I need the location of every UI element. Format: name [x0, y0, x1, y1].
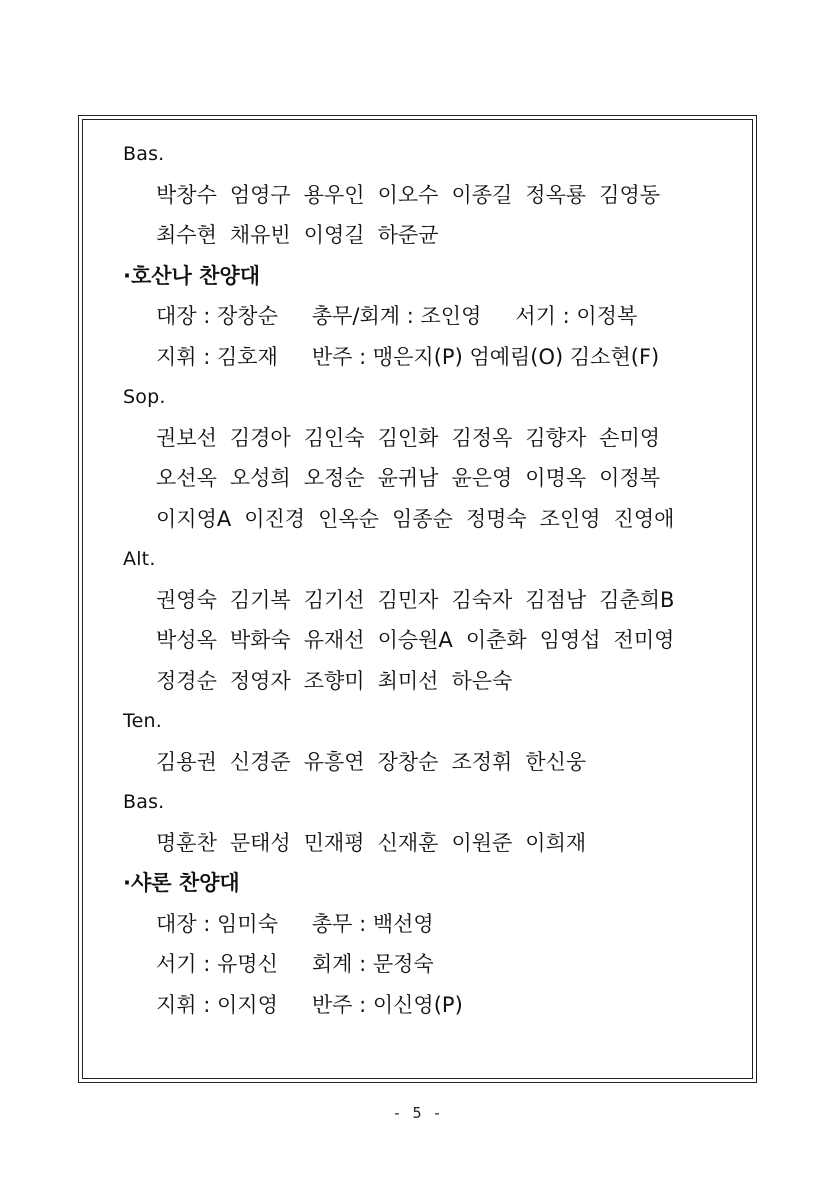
member-name: 정영자 [229, 668, 291, 693]
officer-field: 대장 : 임미숙 [156, 911, 278, 936]
member-name: 김영동 [599, 182, 661, 207]
member-name: 용우인 [303, 182, 365, 207]
officer-info-row [123, 985, 723, 1026]
member-names-row [123, 580, 723, 621]
member-name: 김향자 [525, 425, 587, 450]
officer-field: 총무/회계 : 조인영 [311, 304, 482, 328]
member-names-row [123, 742, 723, 783]
member-name: 정옥룡 [525, 182, 587, 207]
member-name: 조인영 [539, 506, 601, 531]
member-name: 김점남 [525, 587, 587, 612]
part-label: Ten. [123, 710, 162, 732]
officer-field: 대장 : 장창순 [156, 304, 278, 328]
member-name: 이진경 [244, 506, 306, 531]
member-name: 박화숙 [229, 628, 291, 652]
member-names-row [123, 175, 723, 216]
officer-info-row [123, 944, 723, 985]
member-names-row [123, 620, 723, 661]
member-name: 장창순 [377, 749, 439, 774]
member-name: 조정휘 [451, 749, 513, 774]
member-name: 이오수 [377, 182, 439, 207]
member-names-row [123, 458, 723, 499]
member-name: 신재훈 [377, 830, 439, 855]
member-name: 이종길 [451, 182, 513, 207]
member-name: 최수현 [156, 223, 217, 247]
member-name: 이원준 [451, 830, 513, 855]
member-name: 손미영 [599, 425, 661, 450]
member-name: 신경준 [229, 749, 291, 774]
member-name: 권보선 [156, 425, 217, 450]
member-names-row [123, 499, 723, 540]
officer-field: 반주 : 이신영(P) [311, 992, 463, 1017]
officer-field: 회계 : 문정숙 [311, 952, 434, 976]
member-name: 임종순 [391, 506, 453, 531]
member-name: 김인화 [377, 425, 439, 450]
member-name: 문태성 [229, 830, 291, 855]
officer-field: 서기 : 유명신 [156, 952, 278, 976]
member-name: 임영섭 [539, 628, 601, 652]
member-name: 유흥연 [303, 749, 365, 774]
member-names-row [123, 215, 723, 256]
officer-info-row [123, 296, 723, 337]
choir-heading: ·호산나 찬양대 [123, 263, 261, 288]
officer-info-row [123, 904, 723, 945]
member-name: 엄영구 [229, 182, 291, 207]
member-name: 윤귀남 [377, 466, 439, 490]
member-name: 김민자 [377, 587, 439, 612]
member-name: 민재평 [303, 830, 365, 855]
member-name: 이정복 [599, 466, 661, 490]
member-names-row [123, 418, 723, 459]
member-name: 김인숙 [303, 425, 365, 450]
member-name: 정경순 [156, 668, 217, 693]
member-name: 김숙자 [451, 587, 513, 612]
member-names-row [123, 661, 723, 702]
member-name: 김경아 [229, 425, 291, 450]
member-name: 김춘희B [599, 587, 675, 612]
member-name: 박창수 [156, 182, 217, 207]
officer-field: 총무 : 백선영 [311, 911, 434, 936]
member-name: 오선옥 [156, 466, 217, 490]
member-name: 진영애 [613, 506, 675, 531]
member-name: 박성옥 [156, 628, 217, 652]
page-number: - 5 - [392, 1104, 443, 1122]
member-name: 정명숙 [465, 506, 527, 531]
member-name: 하준균 [377, 223, 439, 247]
member-name: 김용권 [156, 749, 217, 774]
member-name: 채유빈 [229, 223, 291, 247]
officer-field: 반주 : 맹은지(P) 엄예림(O) 김소현(F) [311, 344, 660, 369]
part-label: Sop. [123, 386, 166, 408]
choir-heading: ·샤론 찬양대 [123, 871, 240, 895]
member-name: 권영숙 [156, 587, 217, 612]
member-name: 이춘화 [465, 628, 527, 652]
member-name: 이영길 [303, 223, 365, 247]
member-name: 오성희 [229, 466, 291, 490]
part-label: Bas. [123, 791, 165, 813]
member-name: 조향미 [303, 668, 365, 693]
member-names-row [123, 823, 723, 864]
member-name: 이희재 [525, 830, 587, 855]
member-name: 전미영 [613, 628, 675, 652]
member-name: 김기복 [229, 587, 291, 612]
member-name: 이승원A [377, 628, 453, 652]
member-name: 하은숙 [451, 668, 513, 693]
member-name: 한신웅 [525, 749, 587, 774]
member-name: 유재선 [303, 628, 365, 652]
member-name: 인옥순 [318, 506, 379, 531]
officer-field: 서기 : 이정복 [515, 304, 638, 328]
part-label: Bas. [123, 143, 165, 165]
member-name: 윤은영 [451, 466, 513, 490]
officer-info-row [123, 337, 723, 378]
member-name: 김기선 [303, 587, 365, 612]
member-name: 이명옥 [525, 466, 587, 490]
member-name: 이지영A [156, 506, 232, 531]
officer-field: 지휘 : 김호재 [156, 344, 278, 369]
officer-field: 지휘 : 이지영 [156, 992, 278, 1017]
member-name: 김정옥 [451, 425, 513, 450]
choir-roster [123, 134, 723, 1025]
member-name: 오정순 [303, 466, 365, 490]
member-name: 명훈찬 [156, 830, 217, 855]
part-label: Alt. [123, 548, 156, 570]
member-name: 최미선 [377, 668, 439, 693]
